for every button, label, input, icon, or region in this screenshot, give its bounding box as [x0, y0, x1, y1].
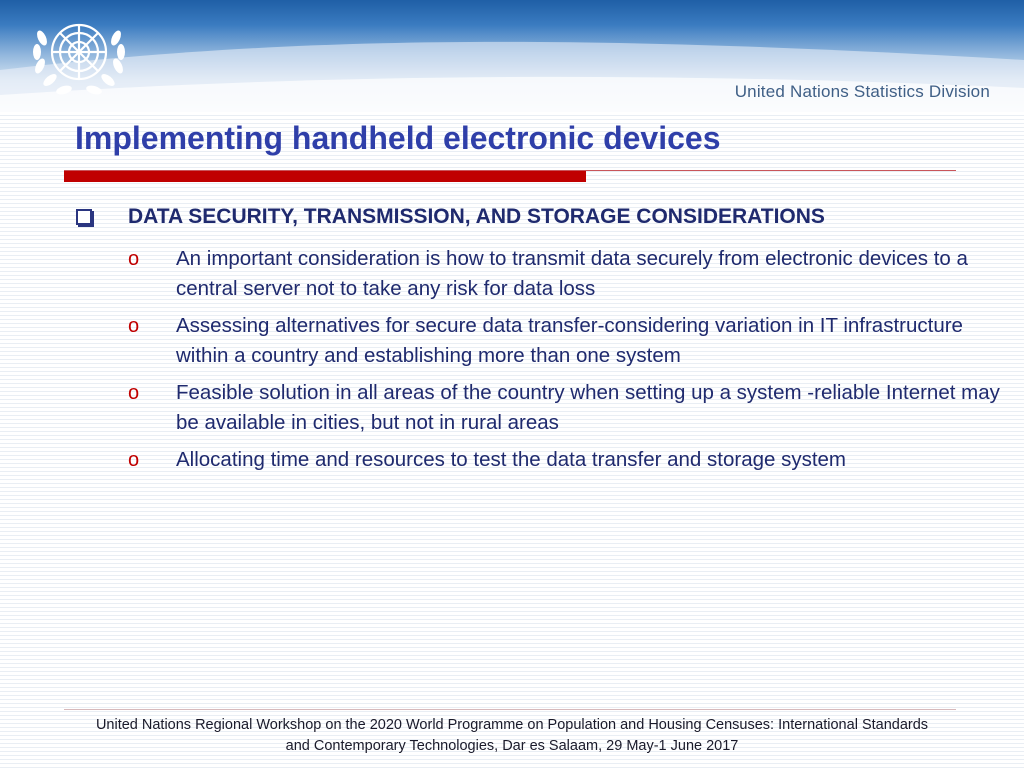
bullet-marker: o — [128, 449, 140, 471]
footer-divider — [64, 709, 956, 710]
list-item — [126, 244, 1006, 304]
bullet-text: Allocating time and resources to test the data transfer and storage system — [176, 448, 847, 471]
bullet-marker: o — [128, 382, 140, 404]
bullet-text: Assessing alternatives for secure data transfer-considering variation in IT infrastructure within a country and establishing more than one system — [176, 314, 963, 367]
bullet-marker: o — [128, 248, 140, 270]
list-item — [126, 445, 1006, 475]
list-item — [126, 378, 1006, 438]
bullet-marker: o — [128, 315, 140, 337]
footer — [0, 715, 1024, 757]
title-divider-accent — [64, 171, 586, 182]
bullet-text: Feasible solution in all areas of the country when setting up a system -reliable Internet may be available in cities, but not in rural areas — [176, 381, 1000, 434]
list-item — [126, 311, 1006, 371]
section-heading-row — [74, 205, 994, 235]
bullet-text: An important consideration is how to transmit data securely from electronic devices to a central server not to take any risk for data loss — [176, 247, 968, 300]
un-emblem-icon — [24, 8, 134, 104]
checkbox-bullet-icon — [76, 209, 92, 225]
footer-line-2: and Contemporary Technologies, Dar es Salaam, 29 May-1 June 2017 — [285, 738, 739, 754]
bullet-list — [126, 244, 1006, 482]
slide-title: Implementing handheld electronic devices — [75, 120, 721, 156]
organization-name: United Nations Statistics Division — [734, 82, 990, 101]
section-heading: DATA SECURITY, TRANSMISSION, AND STORAGE CONSIDERATIONS — [128, 205, 825, 228]
footer-line-1: United Nations Regional Workshop on the 2020 World Programme on Population and Housing Censuses: International Standards — [95, 717, 929, 733]
